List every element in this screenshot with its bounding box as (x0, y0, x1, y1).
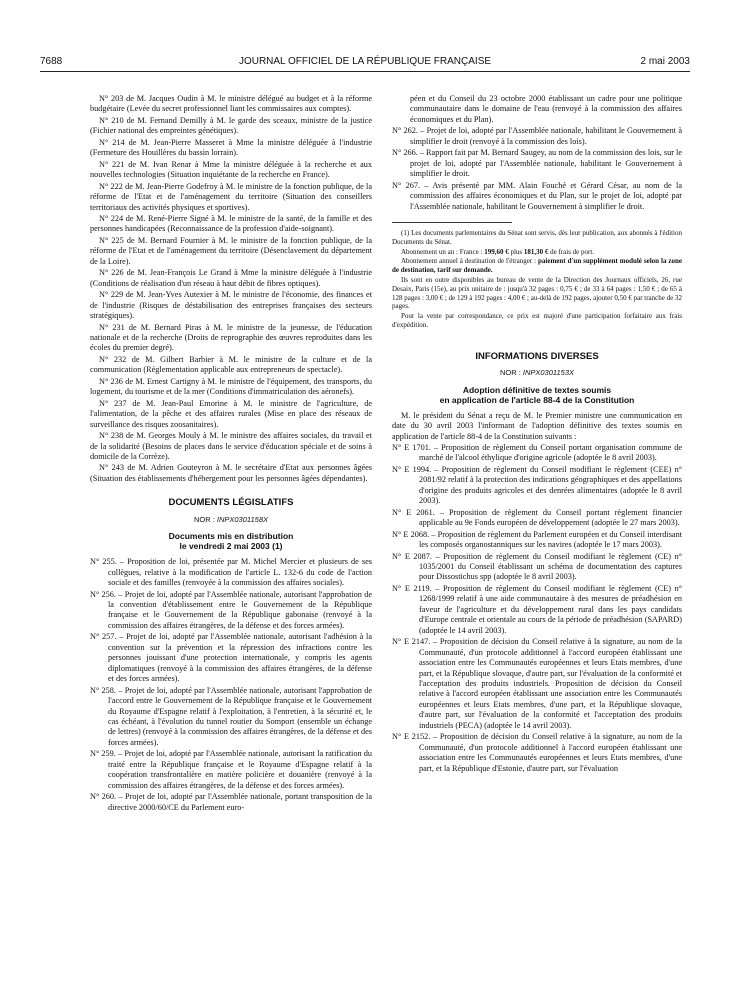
nor-label: NOR : (499, 368, 523, 378)
footnote-emphasis: paiement d'un supplément modulé selon la zone de destination, tarif sur demande. (392, 257, 683, 275)
nor-reference (90, 515, 372, 525)
footnote-text: Abonnement annuel à destination de l'étranger : (401, 257, 539, 266)
eu-text-item: N° E 2087. – Proposition de règlement du Conseil modifiant le règlement (CE) n° 1035/2001 du Conseil établissant un schéma de documentation des captures pour Dissostichus spp (adoptée le 8 avril 2003). (392, 551, 682, 582)
question-item: N° 214 de M. Jean-Pierre Masseret à Mme la ministre déléguée à l'industrie (Fermeture des Houillères du bassin lorrain). (90, 137, 372, 158)
footnote-text: de frais de port. (548, 247, 595, 256)
page-header (40, 56, 690, 70)
subsection-title-line: le vendredi 2 mai 2003 (1) (179, 541, 283, 552)
subsection-title-line: Adoption définitive de textes soumis (462, 384, 612, 395)
eu-text-item: N° E 2152. – Proposition de décision du Conseil relative à la signature, au nom de la Communauté, d'un protocole additionnel à l'accord européen établissant une association entre les Communautés européennes et leurs Etats membres, d'une part, et la République d'Estonie, d'autre part, sur l'évaluation (392, 732, 682, 773)
footnote-line: (1) Les documents parlementaires du Sénat sont servis, dès leur publication, aux abonnés à l'édition Documents du Sénat. (392, 228, 682, 246)
nor-reference (392, 368, 682, 378)
eu-text-item: N° E 2119. – Proposition de règlement du Conseil modifiant le règlement (CE) n° 1268/1999 relatif à une aide communautaire à des mesures de préadhésion en faveur de l'agriculture et du développement rural dans les pays candidats d'Europe centrale et orientale au cours de la période de préadhésion (SAPARD) (adoptée le 14 avril 2003). (392, 583, 682, 635)
question-item: N° 225 de M. Bernard Fournier à M. le ministre de la fonction publique, de la réforme de l'Etat et de l'aménagement du territoire (Désenclavement du département de la Loire). (90, 235, 372, 266)
document-list (392, 126, 682, 212)
question-item: N° 221 de M. Ivan Renar à Mme la ministre déléguée à la recherche et aux nouvelles technologies (Situation inquiétante de la recherche en France). (90, 159, 372, 180)
nor-code: INPX0301153X (522, 368, 575, 378)
question-item: N° 236 de M. Ernest Cartigny à M. le ministre de l'équipement, des transports, du logement, du tourisme et de la mer (Conditions d'immatriculation des aéronefs). (90, 376, 372, 397)
question-item: N° 222 de M. Jean-Pierre Godefroy à M. le ministre de la fonction publique, de la réforme de l'Etat et de l'aménagement du territoire (Situation des conseillers territoriaux des activités physiques et sportives). (90, 181, 372, 212)
question-item: N° 203 de M. Jacques Oudin à M. le ministre délégué au budget et à la réforme budgétaire (Levée du secret professionnel liant les commissaires aux comptes). (90, 94, 372, 114)
eu-text-item: N° E 1701. – Proposition de règlement du Conseil portant organisation commune de marché de l'alcool éthylique d'origine agricole (adoptée le 8 avril 2003). (392, 443, 682, 463)
document-item: N° 267. – Avis présenté par MM. Alain Fouché et Gérard César, au nom de la commission des affaires économiques et du Plan, sur le projet de loi, adopté par l'Assemblée nationale, habilitant le Gouvernement à simplifier le droit. (392, 180, 682, 211)
eu-text-item: N° E 2068. – Proposition de règlement du Parlement européen et du Conseil interdisant les composés organostanniques sur les navires (adoptée le 17 mars 2003). (392, 529, 682, 550)
issue-date: 2 mai 2003 (640, 56, 690, 67)
footnote-text: Abonnement un an : France : (401, 247, 485, 256)
left-column (90, 94, 372, 814)
footnote-price: 199,60 € (484, 247, 509, 256)
footnote-line: Ils sont en outre disponibles au bureau de vente de la Direction des Journaux officiels, 26, rue Desaix, Paris (15e), au prix unitaire de : jusqu'à 32 pages : 0,75 € ; de 33 à 64 pages : 1,50 € ; de 65 à 128 pages : 3,00 € ; de 129 à 192 pages : 4,00 € ; au-delà de 192 pages, ajouter 0,50 € par tranche de 32 pages. (392, 275, 682, 311)
document-item: N° 260. – Projet de loi, adopté par l'Assemblée nationale, portant transposition de la directive 2000/60/CE du Parlement euro- (90, 792, 372, 812)
footnote-text: plus (508, 247, 524, 256)
document-item: N° 258. – Projet de loi, adopté par l'Assemblée nationale, autorisant l'approbation de l'accord entre le Gouvernement de la République française et le Gouvernement du Royaume d'Espagne relatif à l'exploitation, à l'entretien, à la sécurité et, le cas échéant, à l'évolution du tunnel routier du Somport (ensemble un échange de lettres) (renvoyé à la commission des affaires étrangères, de la défense et des forces armées). (90, 685, 372, 747)
document-item: N° 257. – Projet de loi, adopté par l'Assemblée nationale, autorisant l'adhésion à la convention sur la prévention et la répression des infractions contre les personnes jouissant d'une protection internationale, y compris les agents diplomatiques (renvoyé à la commission des affaires étrangères, de la défense et des forces armées). (90, 632, 372, 684)
subsection-title-line: en application de l'article 88-4 de la Constitution (439, 394, 635, 405)
journal-title: JOURNAL OFFICIEL DE LA RÉPUBLIQUE FRANÇAISE (238, 56, 492, 67)
document-item: N° 256. – Projet de loi, adopté par l'Assemblée nationale, autorisant l'approbation de la convention d'établissement entre le Gouvernement de la République française et le Gouvernement de la République gabonaise (renvoyé à la commission des affaires étrangères, de la défense et des forces armées). (90, 589, 372, 630)
question-item: N° 210 de M. Fernand Demilly à M. le garde des sceaux, ministre de la justice (Fichier national des empreintes génétiques). (90, 115, 372, 136)
nor-code: INPX0301158X (216, 514, 269, 524)
document-item: N° 259. – Projet de loi, adopté par l'Assemblée nationale, autorisant la ratification du traité entre la République française et le Royaume d'Espagne relatif à la coopération transfrontalière en matière policière et douanière (renvoyé à la commission des affaires étrangères, de la défense et des forces armées). (90, 749, 372, 790)
right-column (392, 94, 682, 775)
footnote-line: Pour la vente par correspondance, ce prix est majoré d'une participation forfaitaire aux frais d'expédition. (392, 312, 682, 329)
question-item: N° 229 de M. Jean-Yves Autexier à M. le ministre de l'économie, des finances et de l'industrie (Risques de déstabilisation des entreprises françaises des secteurs stratégiques). (90, 290, 372, 321)
eu-text-list (392, 443, 682, 774)
document-item: N° 266. – Rapport fait par M. Bernard Saugey, au nom de la commission des lois, sur le projet de loi, adopté par l'Assemblée nationale, habilitant le Gouvernement à simplifier le droit. (392, 148, 682, 179)
document-item: N° 262. – Projet de loi, adopté par l'Assemblée nationale, habilitant le Gouvernement à simplifier le droit (renvoyé à la commission des lois). (392, 126, 682, 146)
eu-text-item: N° E 1994. – Proposition de règlement du Conseil modifiant le règlement (CEE) n° 2081/92 relatif à la protection des indications géographiques et des appellations d'origine des produits agricoles et des denrées alimentaires (adoptée le 8 avril 2003). (392, 464, 682, 506)
eu-text-item: N° E 2061. – Proposition de règlement du Conseil portant règlement financier applicable au 9e Fonds européen de développement (adoptée le 27 mars 2003). (392, 507, 682, 528)
question-item: N° 237 de M. Jean-Paul Emorine à M. le ministre de l'agriculture, de l'alimentation, de la pêche et des affaires rurales (Mise en place des réseaux de surveillance des risques zoosanitaires). (90, 398, 372, 429)
document-list (90, 557, 372, 813)
subsection-title (392, 385, 682, 405)
intro-paragraph: M. le président du Sénat a reçu de M. le Premier ministre une communication en date du 30 avril 2003 l'informant de l'adoption définitive des textes soumis en application de l'article 88-4 de la Constitution suivants : (392, 410, 682, 441)
subsection-title-line: Documents mis en distribution (168, 531, 294, 542)
document-continuation: péen et du Conseil du 23 octobre 2000 établissant un cadre pour une politique communautaire dans le domaine de l'eau (renvoyé à la commission des affaires économiques et du Plan). (410, 94, 682, 124)
section-title-documents-legislatifs: DOCUMENTS LÉGISLATIFS (168, 497, 294, 509)
question-item: N° 243 de M. Adrien Gouteyron à M. le secrétaire d'Etat aux personnes âgées (Situation des établissements d'hébergement pour les personnes âgées dépendantes). (90, 463, 372, 483)
footnote-price: 181,30 € (523, 247, 549, 256)
footnote (392, 229, 682, 330)
question-item: N° 232 de M. Gilbert Barbier à M. le ministre de la culture et de la communication (Réglementation applicable aux entrepreneurs de spectacle). (90, 354, 372, 375)
document-item: N° 255. – Proposition de loi, présentée par M. Michel Mercier et plusieurs de ses collègues, relative à la modification de l'article L. 132-6 du code de l'action sociale et des familles (renvoyée à la commission des affaires sociales). (90, 557, 372, 588)
question-item: N° 224 de M. René-Pierre Signé à M. le ministre de la santé, de la famille et des personnes handicapées (Reconnaissance de la profession d'aide-soignant). (90, 213, 372, 234)
eu-text-item: N° E 2147. – Proposition de décision du Conseil relative à la signature, au nom de la Communauté, d'un protocole additionnel à l'accord européen établissant une association entre les Communautés européennes et leurs Etats membres, d'une part, et la République slovaque, d'autre part, sur l'évaluation de la conformité et l'acceptation des produits industriels. Proposition de décision du Conseil relative à l'accord européen établissant une association entre les Communautés européennes et leurs Etats membres, d'une part, et la République slovaque, d'autre part, sur l'évaluation de la conformité et l'acceptation des produits industriels (PECA) (adoptée le 14 avril 2003). (392, 637, 682, 730)
section-title-informations-diverses: INFORMATIONS DIVERSES (475, 350, 599, 362)
footnote-rule (392, 222, 512, 223)
header-rule (40, 71, 690, 72)
question-item: N° 231 de M. Bernard Piras à M. le ministre de la jeunesse, de l'éducation nationale et de la recherche (Droits de reprographie des œuvres reproduites dans les écoles du premier degré). (90, 322, 372, 353)
question-list (90, 94, 372, 484)
nor-label: NOR : (193, 514, 217, 524)
page-number: 7688 (40, 56, 63, 67)
footnote-line (392, 257, 682, 275)
question-item: N° 226 de M. Jean-François Le Grand à Mme la ministre déléguée à l'industrie (Conditions de réalisation d'un réseau à haut débit de fibres optiques). (90, 268, 372, 288)
footnote-line (392, 248, 682, 257)
question-item: N° 238 de M. Georges Mouly à M. le ministre des affaires sociales, du travail et de la solidarité (Besoins de places dans le service d'éducation spéciale et de soins à domicile de la Corrèze). (90, 431, 372, 461)
subsection-title (90, 531, 372, 551)
